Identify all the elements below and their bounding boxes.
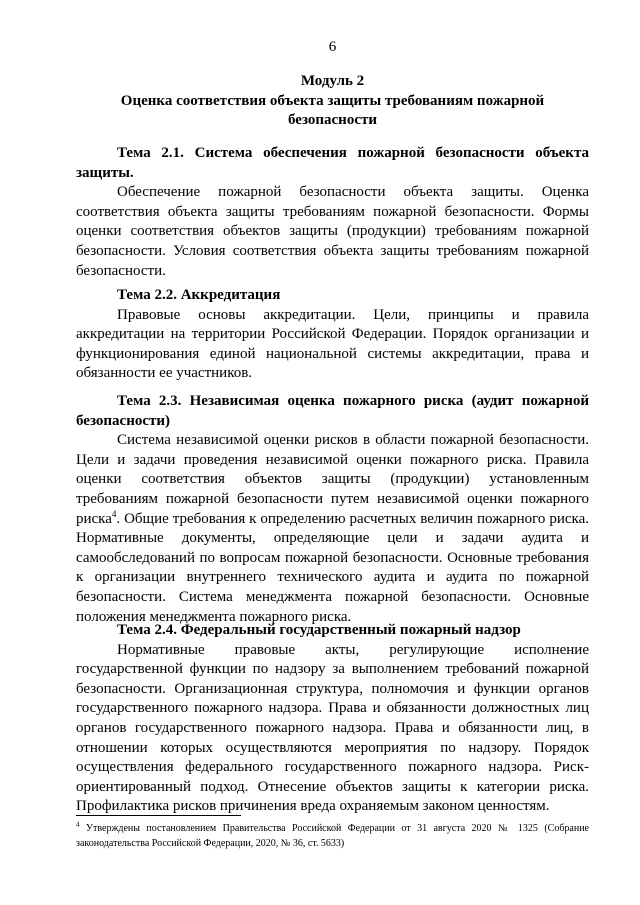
footnote-reference: 4 [111,508,117,519]
topic-body: Нормативные правовые акты, регулирующие исполнение государственной функции по надзору за выполнением требований пожарной безопасности. Организационная структура, полномочия и функции органов государственного пожарного надзора. Права и обязанности должностных лиц органов государственного пожарного надзора. Права и обязанности лиц, в отношении которых осуществляются мероприятия по надзору. Порядок осуществления федерального государственного пожарного надзора. Риск-ориентированный подход. Отнесение объектов защиты к категории риска. Профилактика рисков причинения вреда охраняемым законом ценностям. [76,641,589,815]
footnote-divider [76,815,241,816]
topic-body-part-2: . Общие требования к определению расчетных величин пожарного риска. Нормативные документы, определяющие цели и задачи аудита и самообследований по вопросам пожарной безопасности. Основные требования к организации внутреннего технического аудита и аудита по пожарной безопасности. Система менеджмента пожарной безопасности. Основные положения менеджмента пожарного риска. [76,510,589,625]
topic-2-3 [76,392,589,627]
module-label: Модуль 2 [300,73,365,89]
module-title: Оценка соответствия объекта защиты требованиям пожарной безопасности [120,93,545,128]
footnote-text: Утверждены постановлением Правительства Российской Федерации от 31 августа 2020 № 1325 (Собрание законодательства Российской Федерации, 2020, № 36, ст. 5633) [76,823,589,849]
topic-heading: Тема 2.4. Федеральный государственный пожарный надзор [117,622,521,638]
topic-heading: Тема 2.3. Независимая оценка пожарного риска (аудит пожарной безопасности) [76,393,589,429]
topic-body-part-1: Система независимой оценки рисков в области пожарной безопасности. Цели и задачи проведения независимой оценки пожарного риска. Правила оценки соответствия объектов защиты (продукции) установленным требованиям пожарной безопасности путем независимой оценки пожарного риска [76,432,589,527]
footnote [76,821,589,851]
topic-heading: Тема 2.2. Аккредитация [117,287,281,303]
footnote-number: 4 [76,820,80,829]
page-number: 6 [328,39,337,55]
topic-body: Правовые основы аккредитации. Цели, принципы и правила аккредитации на территории Российской Федерации. Порядок организации и функционирования единой национальной системы аккредитации, права и обязанности ее участников. [76,306,589,382]
topic-2-1 [76,144,589,281]
topic-body: Обеспечение пожарной безопасности объекта защиты. Оценка соответствия объекта защиты требованиям пожарной безопасности. Формы оценки соответствия объектов защиты (продукции) требованиям пожарной безопасности. Условия соответствия объекта защиты требованиям пожарной безопасности. [76,184,589,279]
topic-body [76,431,589,627]
topic-2-4 [76,621,589,817]
document-page [76,0,589,905]
topic-2-2 [76,286,589,384]
topic-heading: Тема 2.1. Система обеспечения пожарной безопасности объекта защиты. [76,145,589,181]
